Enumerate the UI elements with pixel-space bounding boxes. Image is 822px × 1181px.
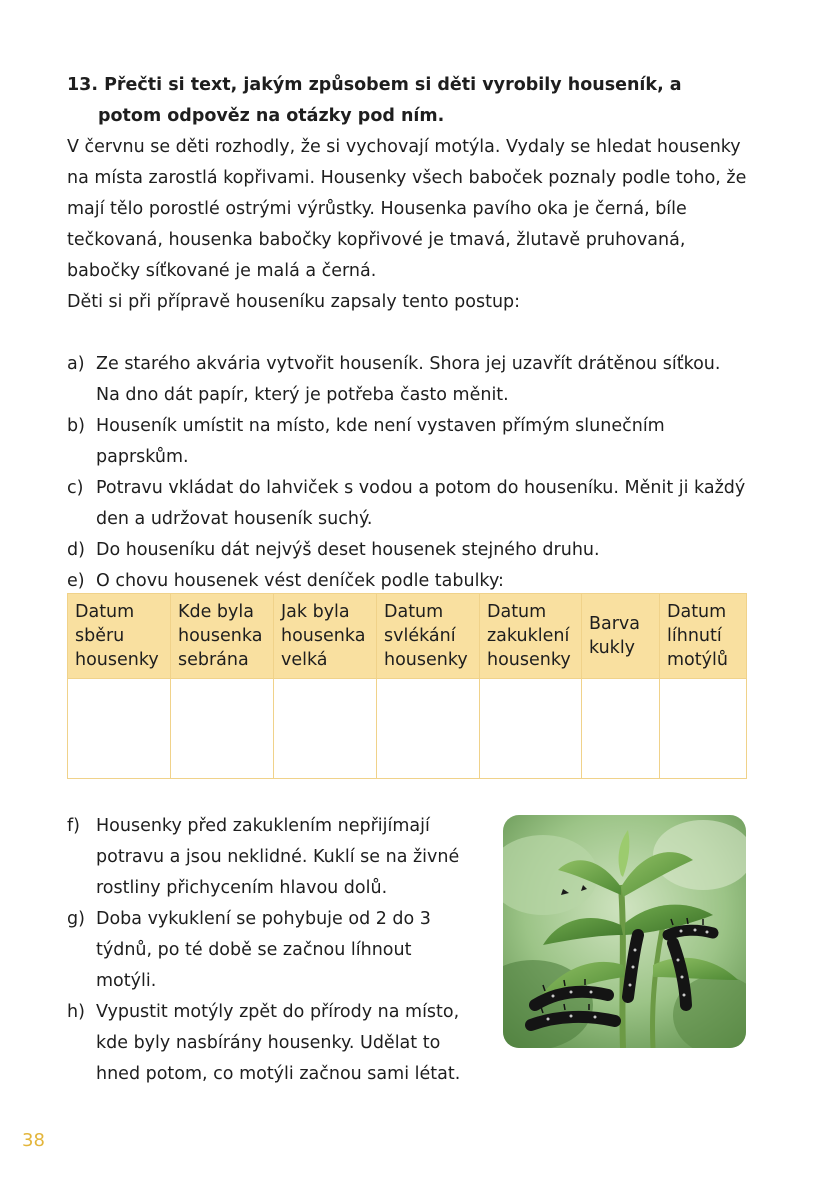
step-g	[67, 904, 477, 997]
step-label: g)	[67, 909, 85, 929]
empty-cell[interactable]	[377, 679, 480, 779]
task-heading: 13. Přečti si text, jakým způsobem si děti vyrobily houseník, a potom odpověz na otázky pod ním.	[67, 75, 682, 126]
step-c	[67, 473, 747, 535]
step-text: Ze starého akvária vytvořit houseník. Shora jej uzavřít drátěnou síťkou. Na dno dát papír, který je potřeba často měnit.	[96, 354, 721, 405]
step-h	[67, 997, 477, 1090]
caterpillars-illustration	[503, 815, 746, 1048]
step-text: Vypustit motýly zpět do přírody na místo, kde byly nasbírány housenky. Udělat to hned potom, co motýli začnou sami létat.	[96, 1002, 461, 1084]
step-text: Doba vykuklení se pohybuje od 2 do 3 týdnů, po té době se začnou líhnout motýli.	[96, 909, 431, 991]
empty-cell[interactable]	[480, 679, 582, 779]
step-text: Potravu vkládat do lahviček s vodou a potom do houseníku. Měnit ji každý den a udržovat houseník suchý.	[96, 478, 746, 529]
table-row	[68, 679, 747, 779]
step-text: O chovu housenek vést deníček podle tabulky:	[96, 571, 504, 591]
story-paragraph: V červnu se děti rozhodly, že si vychovají motýla. Vydaly se hledat housenky na místa zarostlá kopřivami. Housenky všech baboček poznaly podle toho, že mají tělo porostlé ostrými výrůstky. Housenka pavího oka je černá, bíle tečkovaná, housenka babočky kopřivové je tmavá, žlutavě pruhovaná, babočky síťkované je malá a černá.	[67, 137, 747, 281]
procedure-intro: Děti si při přípravě houseníku zapsaly tento postup:	[67, 292, 521, 312]
diary-table	[67, 593, 747, 779]
empty-cell[interactable]	[660, 679, 747, 779]
header-cell: Kde byla housenka sebrána	[171, 594, 274, 679]
step-label: b)	[67, 416, 85, 436]
step-label: c)	[67, 478, 84, 498]
step-d	[67, 535, 747, 566]
header-cell: Datum zakuklení housenky	[480, 594, 582, 679]
step-text: Do houseníku dát nejvýš deset housenek stejného druhu.	[96, 540, 600, 560]
empty-cell[interactable]	[274, 679, 377, 779]
procedure-steps	[67, 349, 747, 597]
header-cell: Jak byla housenka velká	[274, 594, 377, 679]
step-b	[67, 411, 747, 473]
empty-cell[interactable]	[68, 679, 171, 779]
step-label: f)	[67, 816, 80, 836]
step-label: e)	[67, 571, 85, 591]
caterpillar-diary-table	[67, 593, 746, 779]
step-text: Housenky před zakuklením nepřijímají potravu a jsou neklidné. Kuklí se na živné rostliny přichycením hlavou dolů.	[96, 816, 460, 898]
step-f	[67, 811, 477, 904]
header-cell: Datum líhnutí motýlů	[660, 594, 747, 679]
table-header-row	[68, 594, 747, 679]
caterpillars-photo	[503, 815, 746, 1048]
header-cell: Barva kukly	[582, 594, 660, 679]
empty-cell[interactable]	[582, 679, 660, 779]
empty-cell[interactable]	[171, 679, 274, 779]
header-cell: Datum svlékání housenky	[377, 594, 480, 679]
step-a	[67, 349, 747, 411]
step-label: a)	[67, 354, 85, 374]
page-number: 38	[22, 1130, 45, 1151]
step-label: d)	[67, 540, 85, 560]
lower-steps	[67, 811, 477, 1090]
task-13	[67, 70, 747, 597]
step-label: h)	[67, 1002, 85, 1022]
step-text: Houseník umístit na místo, kde není vystaven přímým slunečním paprskům.	[96, 416, 665, 467]
header-cell: Datum sběru housenky	[68, 594, 171, 679]
